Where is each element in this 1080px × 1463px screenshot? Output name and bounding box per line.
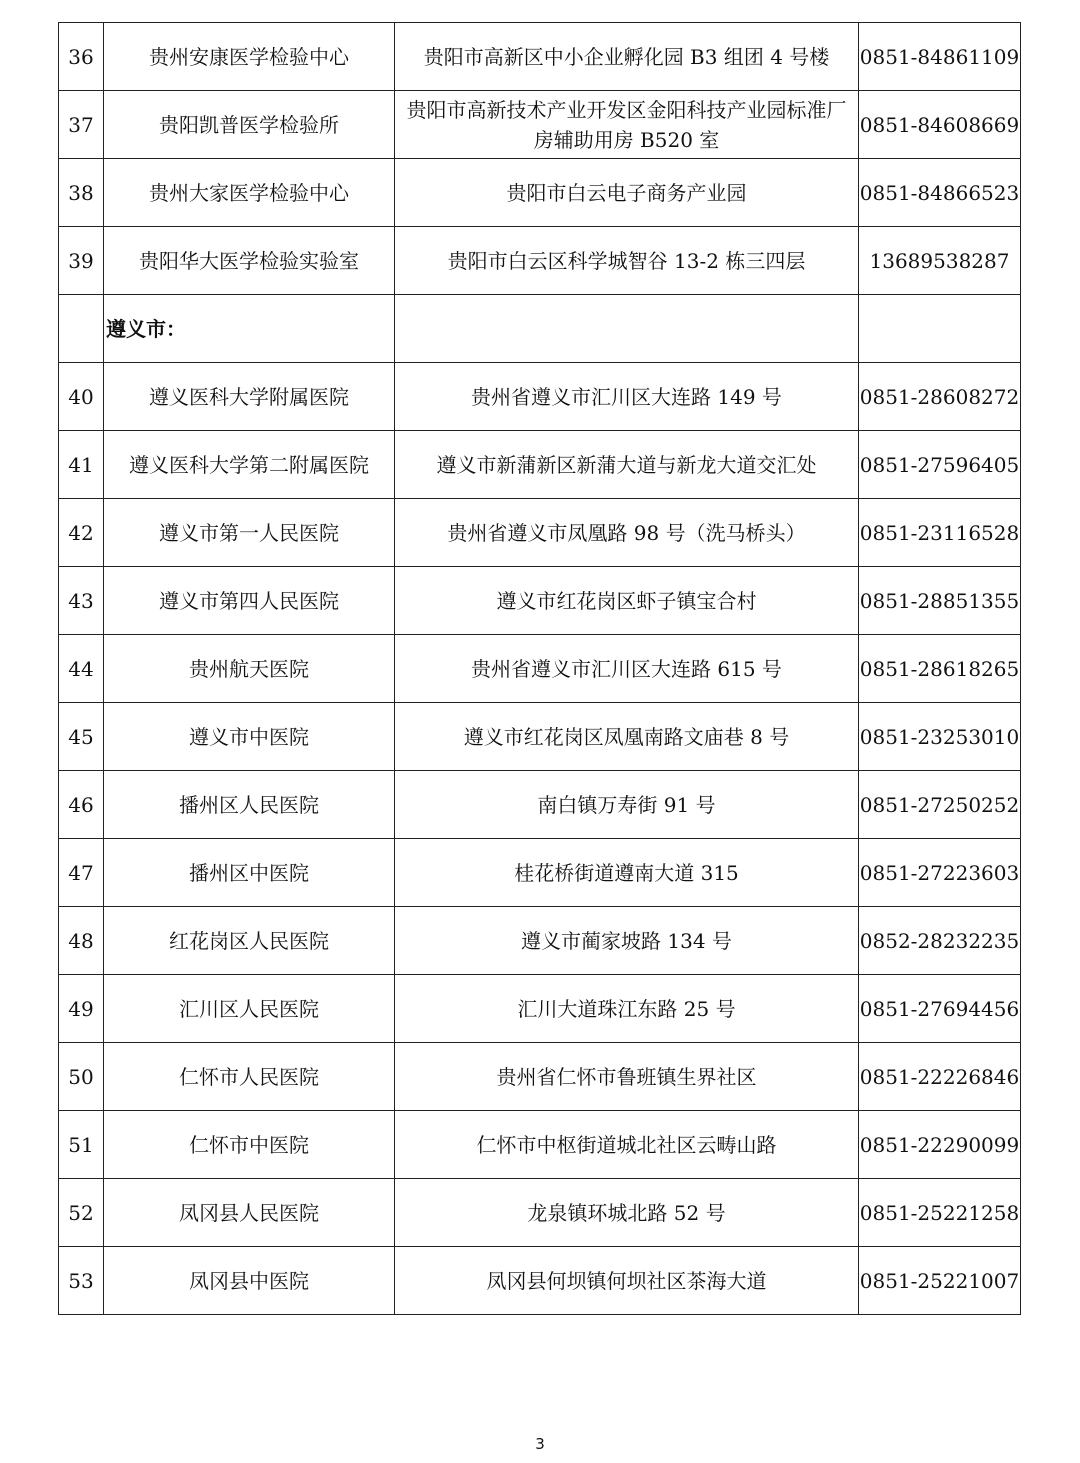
number-cell: 38 — [59, 159, 104, 227]
address-cell: 南白镇万寿街 91 号 — [395, 771, 859, 839]
number-cell: 46 — [59, 771, 104, 839]
phone-cell: 0851-23116528 — [859, 499, 1021, 567]
phone-cell: 0851-27250252 — [859, 771, 1021, 839]
phone-cell: 0851-25221258 — [859, 1179, 1021, 1247]
number-cell: 53 — [59, 1247, 104, 1315]
address-cell: 遵义市红花岗区虾子镇宝合村 — [395, 567, 859, 635]
table-row — [59, 975, 1021, 1043]
phone-cell: 13689538287 — [859, 227, 1021, 295]
table-body — [59, 23, 1021, 1315]
table-row — [59, 839, 1021, 907]
number-cell: 43 — [59, 567, 104, 635]
institution-name-cell: 遵义市第一人民医院 — [104, 499, 395, 567]
section-label: 遵义市： — [104, 295, 395, 363]
table-row — [59, 1111, 1021, 1179]
phone-cell: 0851-25221007 — [859, 1247, 1021, 1315]
address-cell: 贵州省遵义市汇川区大连路 149 号 — [395, 363, 859, 431]
phone-cell: 0851-27596405 — [859, 431, 1021, 499]
phone-cell: 0851-27694456 — [859, 975, 1021, 1043]
institution-name-cell: 播州区中医院 — [104, 839, 395, 907]
institution-name-cell: 仁怀市中医院 — [104, 1111, 395, 1179]
number-cell: 39 — [59, 227, 104, 295]
number-cell: 36 — [59, 23, 104, 91]
address-cell: 遵义市蔺家坡路 134 号 — [395, 907, 859, 975]
address-cell: 贵阳市白云区科学城智谷 13-2 栋三四层 — [395, 227, 859, 295]
address-cell: 桂花桥街道遵南大道 315 — [395, 839, 859, 907]
address-cell: 贵州省遵义市凤凰路 98 号（洗马桥头） — [395, 499, 859, 567]
section-address-cell — [395, 295, 859, 363]
address-cell: 汇川大道珠江东路 25 号 — [395, 975, 859, 1043]
address-cell: 龙泉镇环城北路 52 号 — [395, 1179, 859, 1247]
table-row — [59, 91, 1021, 159]
institution-name-cell: 遵义医科大学第二附属医院 — [104, 431, 395, 499]
phone-cell: 0851-84861109 — [859, 23, 1021, 91]
number-cell: 45 — [59, 703, 104, 771]
table-row — [59, 907, 1021, 975]
table-row — [59, 227, 1021, 295]
phone-cell: 0851-22226846 — [859, 1043, 1021, 1111]
phone-cell: 0852-28232235 — [859, 907, 1021, 975]
table-row — [59, 1179, 1021, 1247]
address-cell: 仁怀市中枢街道城北社区云畴山路 — [395, 1111, 859, 1179]
table-row — [59, 499, 1021, 567]
institution-name-cell: 贵州大家医学检验中心 — [104, 159, 395, 227]
table-row — [59, 1247, 1021, 1315]
institution-name-cell: 仁怀市人民医院 — [104, 1043, 395, 1111]
number-cell: 41 — [59, 431, 104, 499]
phone-cell: 0851-84866523 — [859, 159, 1021, 227]
page-number: 3 — [535, 1435, 545, 1453]
number-cell: 51 — [59, 1111, 104, 1179]
table-row — [59, 1043, 1021, 1111]
address-cell: 凤冈县何坝镇何坝社区茶海大道 — [395, 1247, 859, 1315]
table-row — [59, 567, 1021, 635]
phone-cell: 0851-28851355 — [859, 567, 1021, 635]
number-cell: 44 — [59, 635, 104, 703]
number-cell: 50 — [59, 1043, 104, 1111]
table-row — [59, 159, 1021, 227]
number-cell: 49 — [59, 975, 104, 1043]
institution-name-cell: 贵州安康医学检验中心 — [104, 23, 395, 91]
number-cell: 52 — [59, 1179, 104, 1247]
institution-name-cell: 红花岗区人民医院 — [104, 907, 395, 975]
institution-name-cell: 贵阳华大医学检验实验室 — [104, 227, 395, 295]
address-cell: 遵义市红花岗区凤凰南路文庙巷 8 号 — [395, 703, 859, 771]
institution-table — [58, 22, 1021, 1315]
table-row — [59, 23, 1021, 91]
address-cell: 贵阳市白云电子商务产业园 — [395, 159, 859, 227]
address-cell: 贵阳市高新区中小企业孵化园 B3 组团 4 号楼 — [395, 23, 859, 91]
number-cell: 47 — [59, 839, 104, 907]
institution-name-cell: 遵义医科大学附属医院 — [104, 363, 395, 431]
table-row — [59, 431, 1021, 499]
table-row — [59, 635, 1021, 703]
section-phone-cell — [859, 295, 1021, 363]
institution-name-cell: 凤冈县人民医院 — [104, 1179, 395, 1247]
phone-cell: 0851-28618265 — [859, 635, 1021, 703]
institution-name-cell: 播州区人民医院 — [104, 771, 395, 839]
table-row — [59, 771, 1021, 839]
institution-name-cell: 贵阳凯普医学检验所 — [104, 91, 395, 159]
phone-cell: 0851-22290099 — [859, 1111, 1021, 1179]
address-cell: 贵阳市高新技术产业开发区金阳科技产业园标准厂房辅助用房 B520 室 — [395, 91, 859, 159]
institution-name-cell: 遵义市中医院 — [104, 703, 395, 771]
institution-name-cell: 贵州航天医院 — [104, 635, 395, 703]
number-cell: 37 — [59, 91, 104, 159]
phone-cell: 0851-23253010 — [859, 703, 1021, 771]
address-cell: 遵义市新蒲新区新蒲大道与新龙大道交汇处 — [395, 431, 859, 499]
number-cell: 48 — [59, 907, 104, 975]
table-row — [59, 703, 1021, 771]
phone-cell: 0851-84608669 — [859, 91, 1021, 159]
institution-name-cell: 汇川区人民医院 — [104, 975, 395, 1043]
institution-name-cell: 遵义市第四人民医院 — [104, 567, 395, 635]
section-number-cell — [59, 295, 104, 363]
institution-name-cell: 凤冈县中医院 — [104, 1247, 395, 1315]
phone-cell: 0851-28608272 — [859, 363, 1021, 431]
phone-cell: 0851-27223603 — [859, 839, 1021, 907]
section-row — [59, 295, 1021, 363]
number-cell: 40 — [59, 363, 104, 431]
number-cell: 42 — [59, 499, 104, 567]
address-cell: 贵州省仁怀市鲁班镇生界社区 — [395, 1043, 859, 1111]
table-row — [59, 363, 1021, 431]
address-cell: 贵州省遵义市汇川区大连路 615 号 — [395, 635, 859, 703]
